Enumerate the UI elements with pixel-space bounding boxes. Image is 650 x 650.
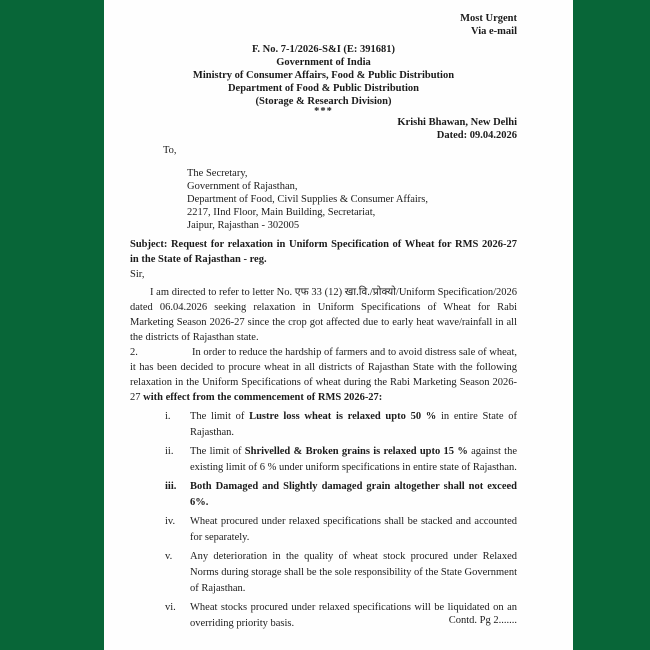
list-item-ii-bold: Shrivelled & Broken grains is relaxed upto 15 % (244, 446, 468, 457)
letter-page (104, 0, 573, 650)
list-item-i (130, 409, 517, 441)
list-item-v-marker: v. (165, 551, 173, 562)
addressee-line-3: Department of Food, Civil Supplies & Consumer Affairs, (187, 194, 428, 205)
list-item-vi-marker: vi. (165, 602, 176, 613)
list-item-iii-bold: Both Damaged and Slightly damaged grain altogether shall not exceed 6%. (190, 481, 517, 508)
urgency-label: Most Urgent (460, 13, 517, 24)
list-item-iii (130, 479, 517, 511)
list-item-iv-marker: iv. (165, 516, 176, 527)
continued-note: Contd. Pg 2....... (448, 615, 517, 626)
place-line: Krishi Bhawan, New Delhi (397, 117, 517, 128)
org-line-department: Department of Food & Public Distribution (227, 83, 420, 94)
right-green-border (573, 0, 650, 650)
paragraph-2-bold-text: with effect from the commencement of RMS 2026-27: (143, 392, 383, 403)
list-item-iii-marker: iii. (165, 481, 177, 492)
org-line-government: Government of India (276, 57, 371, 68)
list-item-i-tail: in entire State of Rajasthan. (190, 411, 517, 438)
paragraph-2-text: In order to reduce the hardship of farmers and to avoid distress sale of wheat, it has been decided to procure wheat in all districts of Rajasthan State with the following relaxation in the Uniform Specifications of wheat during the Rabi Marketing Season 2026-27 (130, 347, 517, 403)
list-item-iv (130, 514, 517, 546)
list-item-ii-tail: against the existing limit of 6 % under uniform specifications in entire state of Rajasthan. (190, 446, 517, 473)
list-item-ii (130, 444, 517, 476)
list-item-vi-text: Wheat stocks procured under relaxed specifications will be liquidated on an overriding priority basis. (190, 602, 517, 629)
list-item-ii-text: The limit of (190, 446, 245, 457)
left-green-border (0, 0, 104, 650)
place-date-block (130, 116, 517, 142)
file-number: F. No. 7-1/2026-S&I (E: 391681) (251, 44, 396, 55)
org-line-division: (Storage & Research Division) (255, 96, 392, 107)
list-item-i-marker: i. (165, 411, 171, 422)
to-label: To, (163, 145, 177, 156)
addressee-line-1: The Secretary, (187, 168, 248, 179)
date-line: Dated: 09.04.2026 (436, 130, 517, 141)
list-item-iv-text: Wheat procured under relaxed specifications shall be stacked and accounted for separately. (190, 516, 517, 543)
org-line-ministry: Ministry of Consumer Affairs, Food & Public Distribution (192, 70, 455, 81)
list-item-v (130, 549, 517, 597)
paragraph-2 (130, 345, 517, 405)
subject-line: Subject: Request for relaxation in Uniform Specification of Wheat for RMS 2026-27 in the State of Rajasthan - reg. (130, 239, 517, 265)
addressee-line-4: 2217, IInd Floor, Main Building, Secretariat, (187, 207, 376, 218)
salutation: Sir, (130, 269, 145, 280)
relaxation-list (130, 409, 517, 632)
addressee-line-2: Government of Rajasthan, (187, 181, 298, 192)
urgency-block (130, 12, 517, 38)
list-item-i-text: The limit of (190, 411, 250, 422)
paragraph-2-number: 2. (130, 347, 138, 358)
list-item-i-bold: Lustre loss wheat is relaxed upto 50 % (249, 411, 437, 422)
addressee-block (187, 167, 517, 232)
list-item-v-text: Any deterioration in the quality of wheat stock procured under Relaxed Norms during storage shall be the sole responsibility of the State Government of Rajasthan. (190, 551, 517, 594)
separator-stars: *** (314, 106, 333, 117)
list-item-ii-marker: ii. (165, 446, 174, 457)
letterhead (130, 43, 517, 116)
paragraph-1: I am directed to refer to letter No. एफ 33 (12) खा.वि./प्रोक्यो/Uniform Specification/2026 dated 06.04.2026 seeking relaxation in Uniform Specifications of Wheat for Rabi Marketing Season 2026-27 since the crop got affected due to early heat wave/rainfall in all the districts of Rajasthan state. (130, 287, 517, 343)
via-email-label: Via e-mail (471, 26, 517, 37)
addressee-line-5: Jaipur, Rajasthan - 302005 (187, 220, 300, 231)
